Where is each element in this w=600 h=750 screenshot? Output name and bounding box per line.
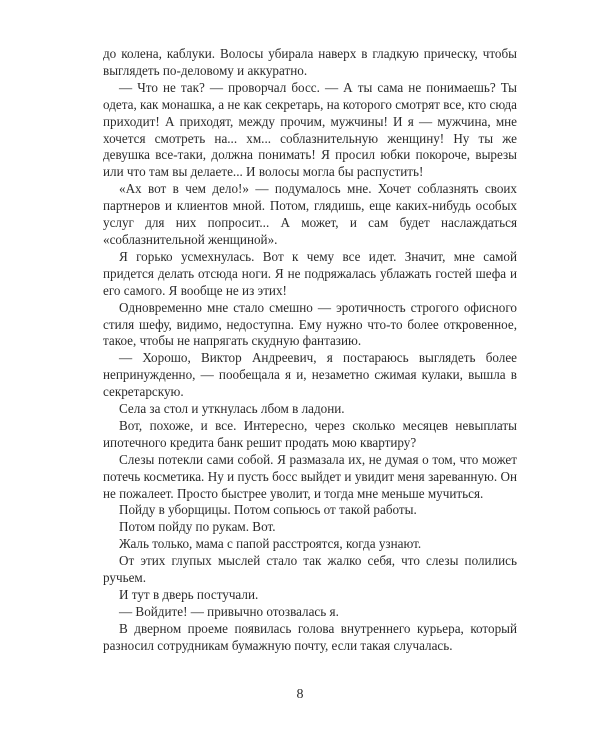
paragraph: Потом пойду по рукам. Вот. <box>119 519 276 535</box>
paragraph: Одновременно мне стало смешно — эротичность строгого офисного стиля шефу, видимо, недоступна. Ему нужно что-то более откровенное, такое, чтобы не напрягать скудную фантазию. <box>103 299 517 349</box>
paragraph: Вот, похоже, и все. Интересно, через сколько месяцев невыплаты ипотечного кредита банк решит продать мою квартиру? <box>103 417 517 450</box>
paragraph: до колена, каблуки. Волосы убирала наверх в гладкую прическу, чтобы выглядеть по-деловому и аккуратно. <box>103 46 517 78</box>
paragraph: И тут в дверь постучали. <box>119 587 259 602</box>
page-number: 8 <box>296 687 304 702</box>
paragraph: Пойду в уборщицы. Потом сопьюсь от такой работы. <box>119 502 417 518</box>
paragraph: Слезы потекли сами собой. Я размазала их, не думая о том, что может потечь косметика. Ну и пусть босс выйдет и увидит меня зареванную. Он не пожалеет. Просто быстрее уволит, и тогда мне меньше мучиться. <box>103 451 517 501</box>
paragraph: — Хорошо, Виктор Андреевич, я постараюсь выглядеть более непринужденно, — пообещала я и, незаметно сжимая кулаки, вышла в секретарскую. <box>103 350 517 400</box>
paragraph: Жаль только, мама с папой расстроятся, когда узнают. <box>119 536 422 552</box>
paragraph: — Что не так? — проворчал босс. — А ты сама не понимаешь? Ты одета, как монашка, а не как секретарь, на которого смотрят все, кто сюда приходит! А приходят, между прочим, мужчины! И я — мужчина, мне хочется смотреть на... хм... соблазнительную женщину! Ну ты же девушка все-таки, должна понимать! Я просил юбки покороче, вырезы или что там вы делаете... И волосы могла бы распустить! <box>103 79 517 180</box>
body-text <box>103 46 517 655</box>
paragraph: — Войдите! — привычно отозвалась я. <box>119 603 339 619</box>
paragraph: Я горько усмехнулась. Вот к чему все идет. Значит, мне самой придется делать отсюда ноги. Я не подряжалась ублажать гостей шефа и его самого. Я вообще не из этих! <box>103 248 517 298</box>
paragraph: В дверном проеме появилась голова внутреннего курьера, который разносил сотрудникам бумажную почту, если такая случалась. <box>103 620 517 653</box>
paragraph: От этих глупых мыслей стало так жалко себя, что слезы полились ручьем. <box>103 553 517 586</box>
paragraph: Села за стол и уткнулась лбом в ладони. <box>119 401 345 417</box>
paragraph: «Ах вот в чем дело!» — подумалось мне. Хочет соблазнять своих партнеров и клиентов мной. Потом, глядишь, еще каких-нибудь особых услуг для них попросит... А может, и сам будет наслаждаться «соблазнительной женщиной». <box>103 181 517 247</box>
